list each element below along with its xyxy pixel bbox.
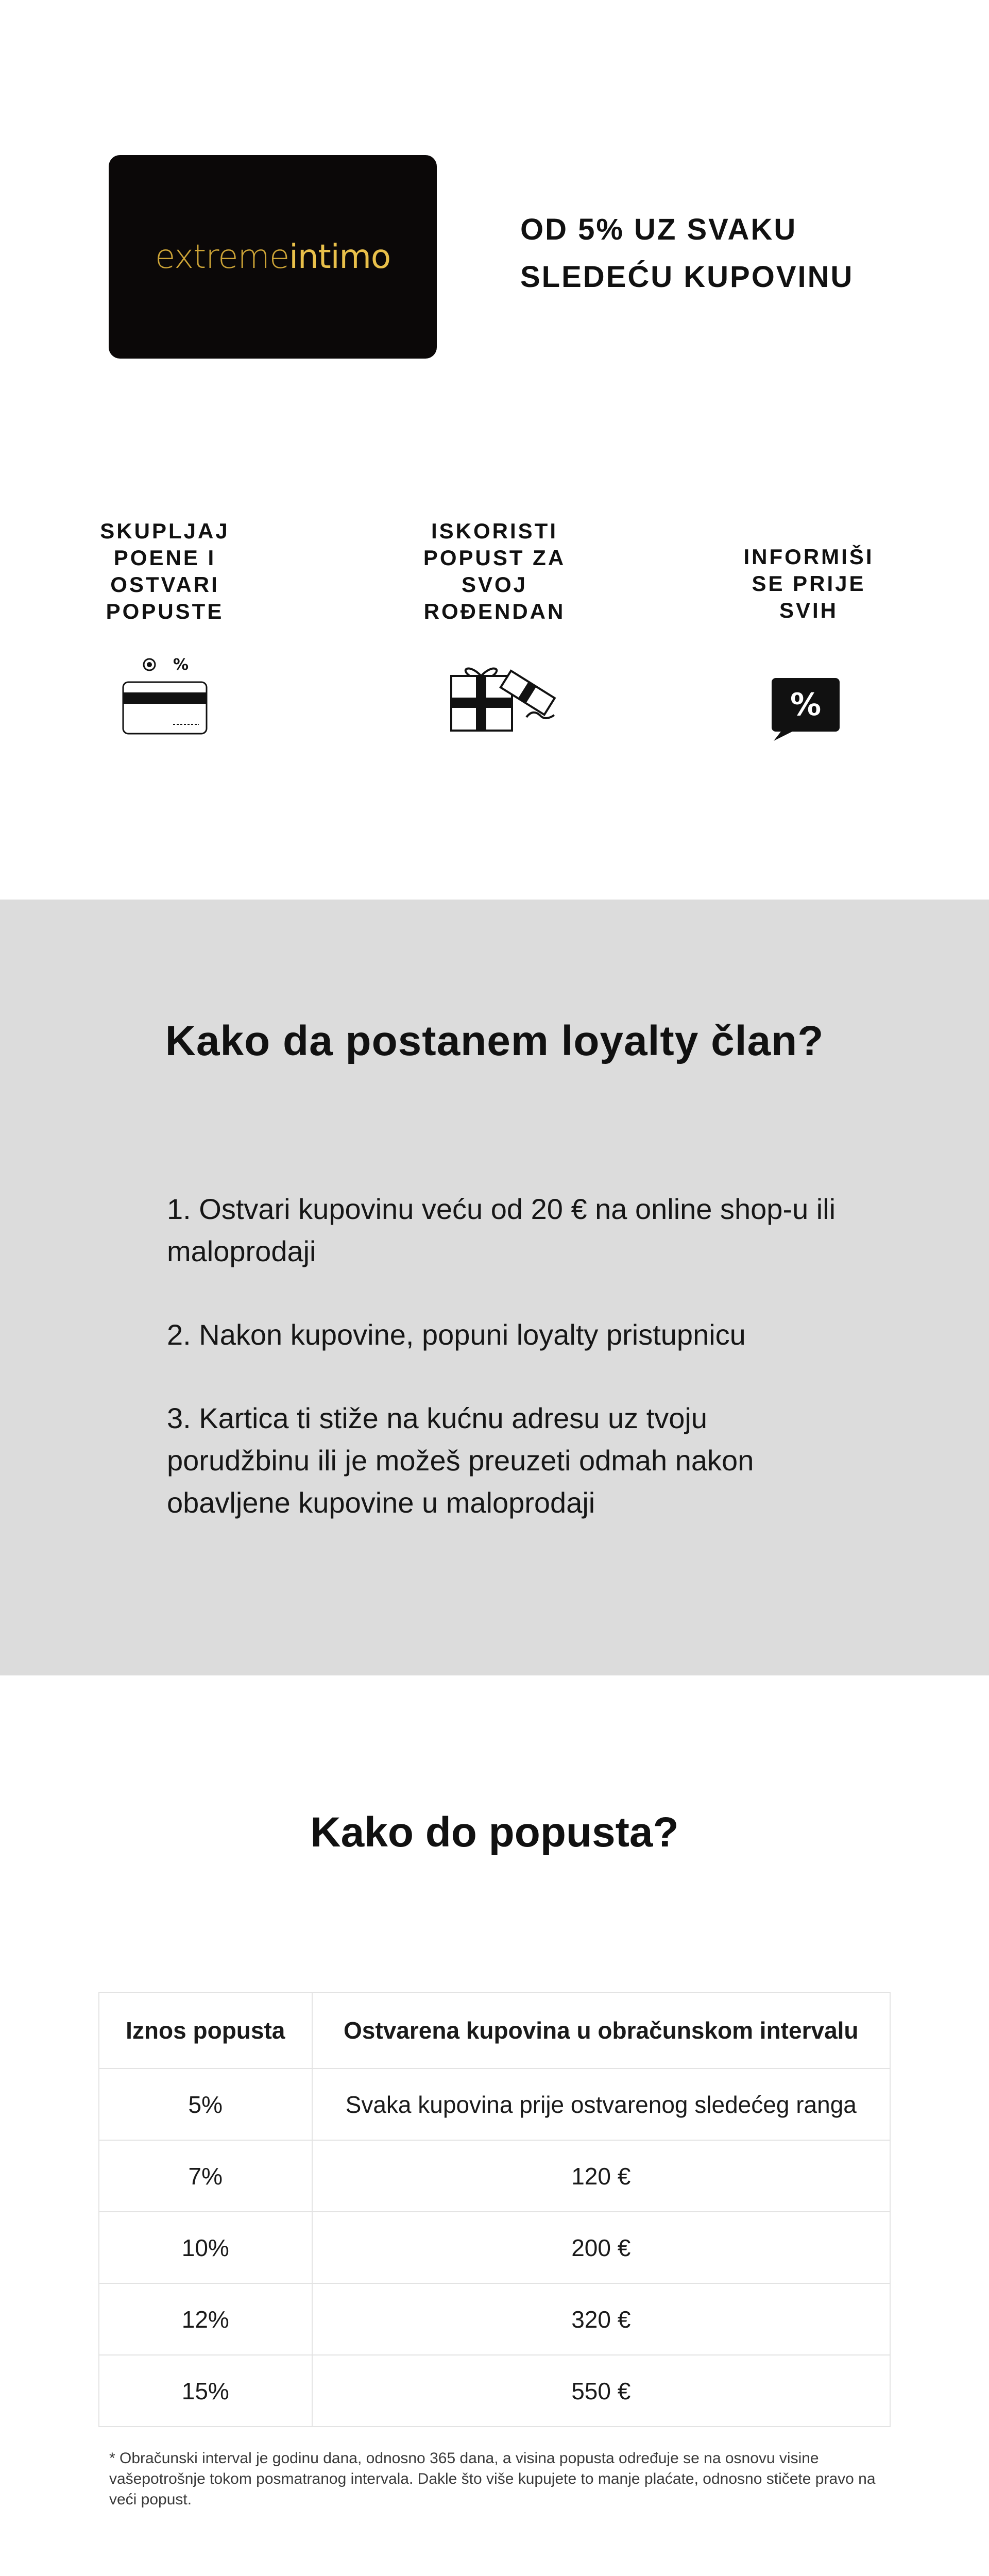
discount-cell: 5% xyxy=(99,2069,312,2140)
benefit-early-info xyxy=(731,544,886,624)
membership-step: 3. Kartica ti stiže na kućnu adresu uz tvoju porudžbinu ili je možeš preuzeti odmah nakon obavljene kupovine u maloprodaji xyxy=(167,1402,754,1519)
loyalty-card-icon xyxy=(122,655,209,738)
hero-section xyxy=(0,0,989,453)
purchase-cell: Svaka kupovina prije ostvarenog sledećeg ranga xyxy=(312,2069,890,2140)
table-row xyxy=(99,2283,890,2355)
gift-icon xyxy=(449,666,559,737)
discount-cell: 10% xyxy=(99,2212,312,2283)
benefit-title: INFORMIŠI SE PRIJE SVIH xyxy=(743,545,874,622)
discount-cell: 15% xyxy=(99,2355,312,2427)
discount-cell: 12% xyxy=(99,2283,312,2355)
hero-headline-line-1: OD 5% UZ SVAKU xyxy=(520,213,797,246)
hero-headline xyxy=(520,206,912,301)
svg-text:%: % xyxy=(790,687,822,723)
purchase-cell: 550 € xyxy=(312,2355,890,2427)
discount-footnote: * Obračunski interval je godinu dana, odnosno 365 dana, a visina popusta određuje se na osnovu visine vašepotrošnje tokom posmatranog intervala. Dakle što više kupujete to manje plaćate, odnosno stičete pravo na veći popust. xyxy=(109,2450,876,2508)
benefit-collect-points xyxy=(88,518,242,625)
discount-cell: 7% xyxy=(99,2140,312,2212)
table-header-row xyxy=(99,1992,890,2069)
table-row xyxy=(99,2355,890,2427)
purchase-cell: 200 € xyxy=(312,2212,890,2283)
table-row xyxy=(99,2140,890,2212)
membership-steps-list xyxy=(167,1188,837,1565)
purchase-cell: 320 € xyxy=(312,2283,890,2355)
membership-title: Kako da postanem loyalty član? xyxy=(165,1018,824,1064)
column-header-discount: Iznos popusta xyxy=(99,1992,312,2069)
purchase-cell: 120 € xyxy=(312,2140,890,2212)
discounts-title: Kako do popusta? xyxy=(310,1809,679,1856)
discount-table xyxy=(98,1992,891,2427)
benefit-title: SKUPLJAJ POENE I OSTVARI POPUSTE xyxy=(100,519,230,623)
hero-headline-line-2: SLEDEĆU KUPOVINU xyxy=(520,260,854,294)
percent-chat-icon xyxy=(770,676,842,745)
svg-text:%: % xyxy=(173,656,189,674)
membership-step: 1. Ostvari kupovinu veću od 20 € na online shop-u ili maloprodaji xyxy=(167,1193,836,1267)
benefit-title: ISKORISTI POPUST ZA SVOJ ROĐENDAN xyxy=(423,519,566,623)
benefit-birthday-discount xyxy=(417,518,572,625)
membership-step: 2. Nakon kupovine, popuni loyalty pristupnicu xyxy=(167,1318,746,1351)
membership-section xyxy=(0,900,989,1675)
brand-logo: extremeintimo xyxy=(155,238,390,276)
loyalty-card-image xyxy=(109,155,437,359)
table-row xyxy=(99,2212,890,2283)
table-row xyxy=(99,2069,890,2140)
column-header-purchase: Ostvarena kupovina u obračunskom intervalu xyxy=(312,1992,890,2069)
